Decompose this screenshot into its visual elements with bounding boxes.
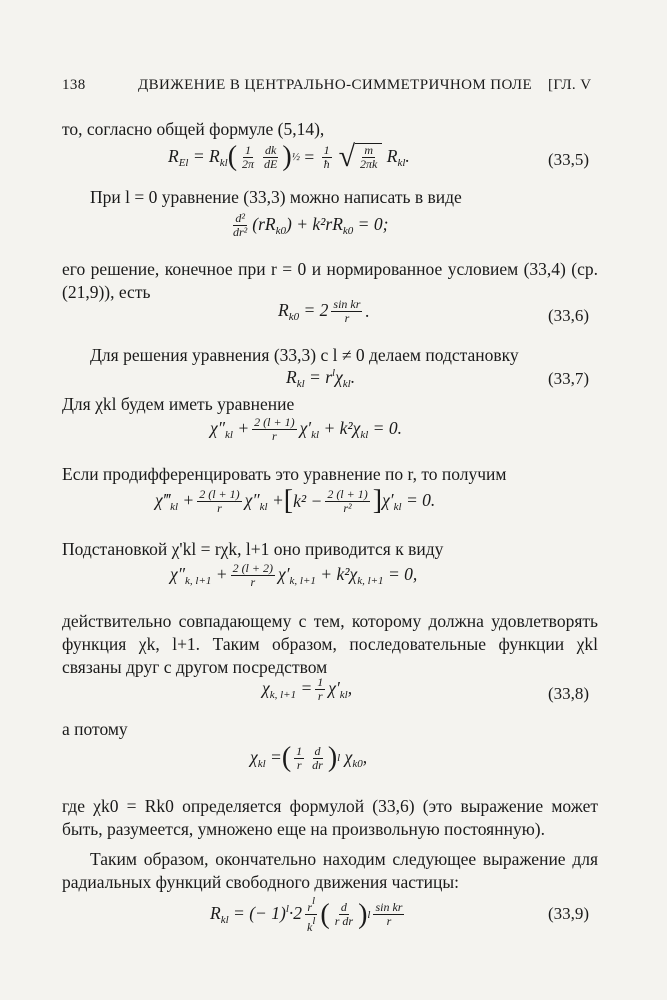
equation-33-8: $\chi_{k, l+1}$ = $\frac{1}{r}$ $\chi'_{kl}$, <box>262 675 353 703</box>
paragraph-1: то, согласно общей формуле (5,14), <box>62 119 325 139</box>
equation-chi-next: $\chi''_{k, l+1}$ + $\frac{2 (l + 2)}{r}$ $\chi'_{k, l+1} + k^2\chi_{k, l+1} = 0$, <box>170 561 418 589</box>
paragraph-11: Таким образом, окончательно находим следующее выражение для радиальных функций свободного движения частицы: <box>62 849 598 892</box>
paragraph-4: Для решения уравнения (33,3) с l ≠ 0 делаем подстановку <box>90 345 519 365</box>
paragraph-9: а потому <box>62 719 128 739</box>
paragraph-5: Для χkl будем иметь уравнение <box>62 394 295 414</box>
page-number: 138 <box>62 77 86 93</box>
paragraph-2: При l = 0 уравнение (33,3) можно написать в виде <box>90 187 462 207</box>
chapter-label: [ГЛ. V <box>548 77 592 93</box>
paragraph-10: где χk0 = Rk0 определяется формулой (33,6) (это выражение может быть, разумеется, умножено еще на произвольную постоянную). <box>62 796 598 839</box>
equation-number-33-8: (33,8) <box>548 684 590 703</box>
paragraph-7: Подстановкой χ'kl = rχk, l+1 оно приводится к виду <box>62 539 444 559</box>
equation-33-9: $R_{kl}$ = (− 1)$^l$·2 $\frac{rl}{kl}$ ( $\frac{d}{\text{r dr}}$ ) l $\frac{\text{sin kr}}{r}$ <box>210 895 403 934</box>
equation-number-33-5: (33,5) <box>548 150 590 169</box>
paragraph-8: действительно совпадающему с тем, которому должна удовлетворять функция χk, l+1. Таким образом, последовательные функции χkl связаны друг с другом посредством <box>62 611 598 677</box>
equation-chi: $\chi''_{kl}$ + $\frac{2 (l + 1)}{r}$ $\chi'_{kl} + k^2\chi_{kl} = 0$. <box>210 415 402 443</box>
equation-number-33-9: (33,9) <box>548 904 590 923</box>
equation-33-5: $R_{El} = R_{kl}$ ( $\frac{1}{2\pi}$ $\frac{dk}{dE}$ ) ½ = $\frac{1}{ħ}$ √ $\frac{m}{2\pi k}$ $R_{kl}$. <box>168 140 410 173</box>
equation-33-7: $R_{kl} = r^l\chi_{kl}$. <box>286 367 356 390</box>
equation-chi-kl: $\chi_{kl}$ = ( $\frac{1}{r}$ $\frac{d}{dr}$ ) l $\chi_{k0}$, <box>250 742 368 773</box>
paragraph-3: его решение, конечное при r = 0 и нормированное условием (33,4) (ср. (21,9)), есть <box>62 259 598 302</box>
equation-number-33-7: (33,7) <box>548 369 590 388</box>
paragraph-6: Если продифференцировать это уравнение по r, то получим <box>62 464 507 484</box>
equation-number-33-6: (33,6) <box>548 306 590 325</box>
equation-33-6: $R_{k0} = 2$ $\frac{\text{sin kr}}{r}$ . <box>278 297 370 325</box>
equation-l0: $\frac{\text{d²}}{\text{dr²}}$ $(rR_{k0}) + k^2rR_{k0} = 0$; <box>233 211 389 239</box>
equation-chi-third: $\chi‴_{kl}$ + $\frac{2 (l + 1)}{r}$ $\chi''_{kl}$ + [ k² − $\frac{2 (l + 1)}{\text{r²}}$ ] $\chi'_{kl} = 0$. <box>155 485 436 516</box>
running-title: ДВИЖЕНИЕ В ЦЕНТРАЛЬНО-СИММЕТРИЧНОМ ПОЛЕ <box>138 77 533 93</box>
